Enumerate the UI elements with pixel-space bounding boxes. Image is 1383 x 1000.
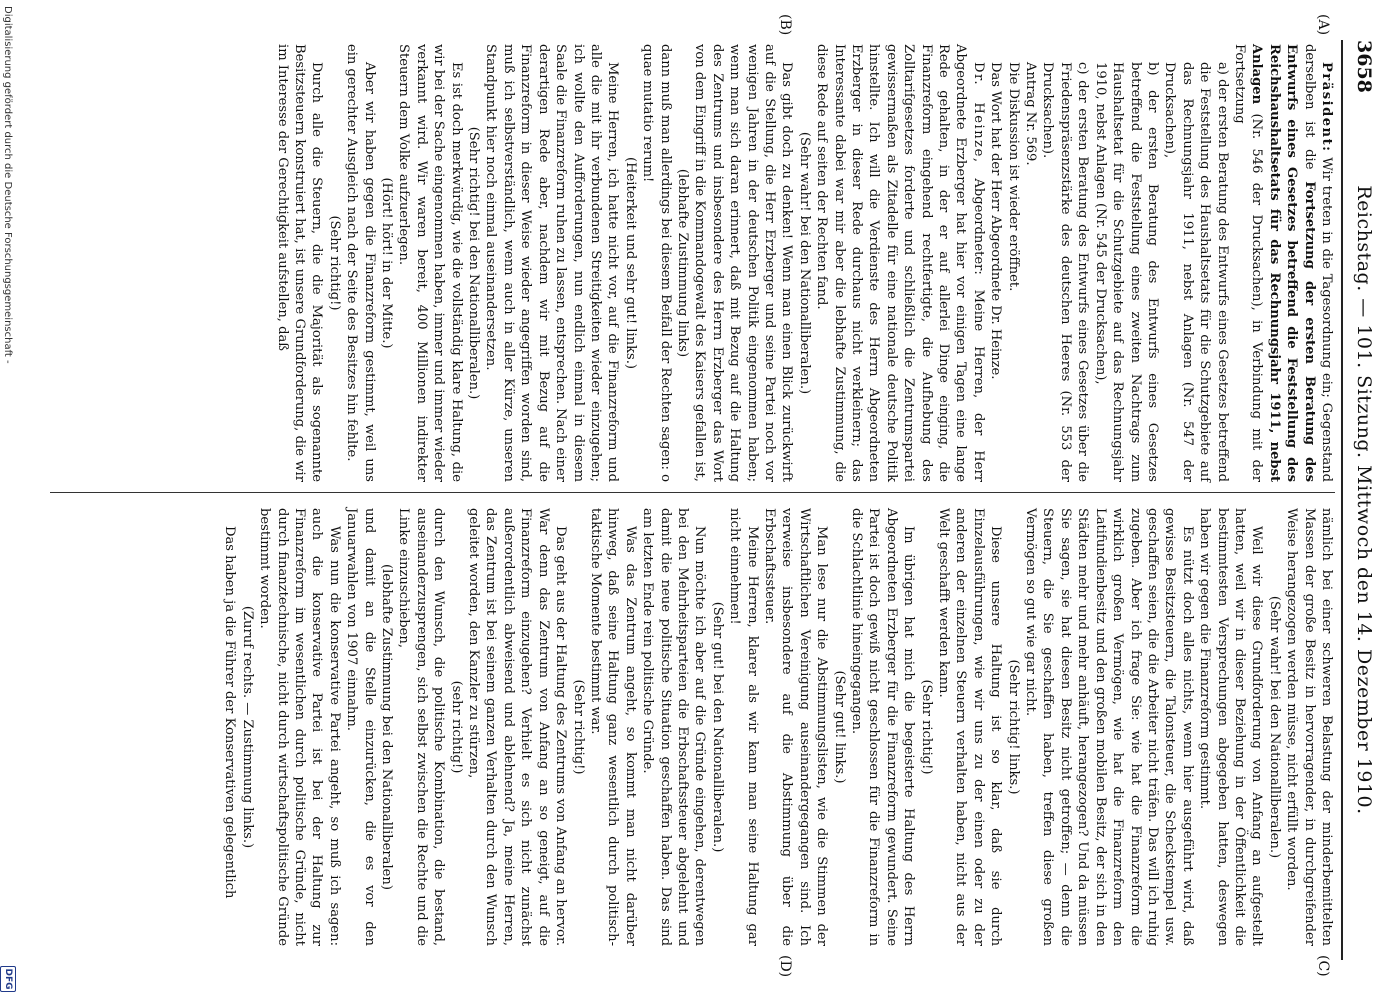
paragraph: Was das Zentrum angeht, so kommt man nicht darüber hinweg, daß seine Haltung ganz wesentlich durch politisch-taktische Momente bestimmt war. (587, 508, 638, 946)
margin-letter-b: (B) (777, 14, 793, 36)
paragraph-text: Wir treten in die Tagesordnung ein; Gegenstand derselben ist die (1301, 44, 1334, 482)
dfg-logo: DFG (0, 966, 16, 992)
left-column (273, 44, 1335, 482)
paragraph: nämlich bei einer schweren Belastung der minderbemittelten Massen der große Besitz in hervorragender, in durchgreifender Weise herangezogen werden müsse, nicht erfüllt worden. (1284, 508, 1334, 946)
paragraph: Es nützt doch alles nichts, wenn hier ausgeführt wird, daß gewisse Besitzsteuern, die Talonsteuer, die Scheckstempel usw. geschaffen seien, die die Arbeiter nicht träfen. Das will ich ruhig zugeben. Aber ich frage Sie: wie hat die Finanzreform die wirklich großen Vermögen, wie hat die Finanzreform den Latifundienbesitz und den großen mobilen Besitz, der sich in den Städten mehr und mehr anhäuft, herangezogen? Und da müssen Sie sagen, sie hat diesen Besitz nicht getroffen; — denn die Steuern, die Sie geschaffen haben, treffen diese großen Vermögen so gut wie gar nicht. (1023, 508, 1195, 946)
president-paragraph (1231, 44, 1335, 482)
margin-letter-c: (C) (1315, 955, 1331, 977)
paragraph-text: (Nr. 546 der Drucksachen), in Verbindung mit der Fortsetzung (1231, 44, 1265, 482)
reaction: (sehr richtig!) (448, 680, 464, 774)
reaction: (Sehr wahr! bei den Nationalliberalen.) (1266, 595, 1282, 859)
reaction: (Sehr richtig!) (918, 679, 934, 775)
discussion-line: Die Diskussion ist wieder eröffnet. (1005, 62, 1021, 292)
reaction: (Sehr richtig! links.) (1005, 659, 1021, 795)
reaction: (Zuruf rechts. — Zustimmung links.) (239, 605, 255, 849)
paragraph: Das gibt doch zu denken! Wenn man einen Blick zurückwirft auf die Stellung, die Herr Erzberger und seine Partei noch vor wenigen Jahren in der deutschen Politik eingenommen haben; wenn man sich daran erinnert, daß mit Bezug auf die Haltung des Zentrums und insbesondere des Herrn Erzberger das Wort von dem Eingriff in die Kommandogewalt des Kaisers gefallen ist, (692, 44, 795, 482)
header-rule (1341, 40, 1343, 960)
paragraph: Das geht aus der Haltung des Zentrums von Anfang an hervor. War denn das Zentrum von Anfang an so geneigt, auf die Finanzreform einzugehen? Verhielt es sich nicht zunächst außerordentlich abweisend und ablehnend? Ja, meine Herren, das Zentrum ist bei seinem ganzen Verhalten durch den Wunsch geleitet worden, den Kanzler zu stürzen, (466, 508, 569, 946)
paragraph: Meine Herren, klarer als wir kann man seine Haltung gar nicht einnehmen! (727, 508, 760, 946)
reaction: (Sehr gut! links.) (831, 670, 847, 784)
reaction: (Sehr richtig!) (570, 679, 586, 775)
paragraph: dann muß man allerdings bei diesem Beifall der Rechten sagen: o quae mutatio rerum! (640, 44, 673, 482)
reaction: (lebhafte Zustimmung links) (674, 168, 690, 358)
floor-line: Das Wort hat der Herr Abgeordnete Dr. Heinze. (988, 62, 1004, 380)
funding-note: Digitalisierung gefördert durch die Deutsche Forschungsgemeinschaft - (2, 6, 13, 364)
paragraph: Das haben ja die Führer der Konservativen gelegentlich (222, 526, 238, 899)
page-header (1345, 40, 1375, 960)
page-number: 3658 (1353, 40, 1375, 93)
paragraph: Im übrigen hat mich die begeisterte Haltung des Herrn Abgeordneten Erzberger für die Finanzreform gewundert. Seine Partei ist doch gewiß nicht geschlossen für die Finanzreform in die Schlachtlinie hineingegangen. (849, 508, 917, 946)
reaction: (Hört! hört! in der Mitte.) (379, 177, 395, 349)
paragraph: Meine Herren, ich hatte nicht vor, auf die Finanzreform und alle die mit ihr verbundenen Streitigkeiten wieder einzugehen; ich wollte den Aufforderungen, nun endlich einmal in diesem Saale die Finanzreform ruhen zu lassen, entsprechen. Nach einer derartigen Rede aber, nachdem wir mit Bezug auf die Finanzreform in dieser Weise wieder angegriffen worden sind, muß ich selbstverständlich, wenn auch in aller Kürze, unseren Standpunkt hier noch einmal auseinandersetzen. (483, 44, 621, 482)
paragraph: Man lese nur die Abstimmungslisten, wie die Stimmen der Wirtschaftlichen Vereinigung auseinandergegangen sind. Ich verweise insbesondere auf die Abstimmung über die Erbschaftssteuer. (762, 508, 830, 946)
reaction: (Sehr richtig! bei den Nationalliberalen.) (466, 126, 482, 400)
paragraph: Weil wir diese Grundforderung von Anfang an aufgestellt hatten, weil wir in dieser Beziehung in der Öffentlichkeit die bestimmtesten Versprechungen abgegeben hatten, deswegen haben wir gegen die Finanzreform gestimmt. (1197, 508, 1265, 946)
agenda-item-a: a) der ersten Beratung des Entwurfs eines Gesetzes betreffend die Feststellung des Haushaltsetats für die Schutzgebiete auf das Rechnungsjahr 1911, nebst Anlagen (Nr. 547 der Drucksachen), (1162, 62, 1230, 482)
reaction: (Sehr richtig!) (326, 215, 342, 311)
paragraph: durch den Wunsch, die politische Kombination, die bestand, auseinanderzusprengen, sich selbst zwischen die Rechte und die Linke einzuschieben, (396, 508, 447, 946)
column-divider (50, 492, 1335, 493)
reaction: (Sehr wahr! bei den Nationalliberalen.) (796, 131, 812, 395)
paragraph: Durch alle die Steuern, die die Majorität als sogenannte Besitzsteuern konstruiert hat, ist unsere Grundforderung, die wir im Interesse der Gerechtigkeit aufstellen, daß (274, 44, 325, 482)
margin-letter-a: (A) (1315, 14, 1331, 36)
paragraph: Aber wir haben gegen die Finanzreform gestimmt, weil uns ein gerechter Ausgleich nach der Seite des Besitzes hin fehlte. (344, 44, 377, 482)
paragraph: Diese unsere Haltung ist so klar, daß sie durch Einzelausführungen, wie wir uns zu der einen oder zu der anderen der einzelnen Steuern verhalten haben, nicht aus der Welt geschafft werden kann. (936, 508, 1004, 946)
right-column (221, 508, 1335, 946)
speech-opening (813, 44, 987, 482)
paragraph: Nun möchte ich aber auf die Gründe eingehen, derentwegen bei den Mehrheitsparteien die Erbschaftssteuer abgelehnt und damit die neue politische Situation geschaffen haben. Das sind am letzten Ende rein politische Gründe. (640, 508, 708, 946)
paragraph: und damit an die Stelle einzurücken, die es vor den Januarwahlen von 1907 einnahm. (344, 508, 377, 946)
speaker-name: Dr. Heinze, (970, 62, 986, 164)
reaction: (lebhafte Zustimmung bei den Nationalliberalen) (379, 564, 395, 890)
agenda-title: Fortsetzung der ersten Beratung des Entwurfs eines Gesetzes betreffend die Feststellung des Reichshaushaltsetats für das Rechnungsjahr 1911, nebst Anlagen (1249, 44, 1317, 482)
reaction: (Heiterkeit und sehr gut! links.) (622, 157, 638, 369)
agenda-item-b: b) der ersten Beratung des Entwurfs eines Gesetzes betreffend die Feststellung eines zweiten Nachtrags zum Haushaltsetat für die Schutzgebiete auf das Rechnungsjahr 1910, nebst Anlagen (Nr. 545 der Drucksachen), (1092, 62, 1160, 482)
paragraph-text: Abgeordneter: Meine Herren, der Herr Abgeordnete Erzberger hat hier vor einigen Tagen eine lange Rede gehalten, in der er auf allerlei Dinge einging, die Finanzreform eingehend rechtfertigte, die Aufhebung des Zolltarifgesetzes forderte und schließlich die Zentrumspartei gewissermaßen als Zitadelle für eine nationale deutsche Politik hinstellte. Ich will die Verdienste des Herrn Abgeordneten Erzberger in dieser Rede durchaus nicht verkleinern; das Interessante dabei war mir aber die lebhafte Zustimmung, die diese Rede auf seiten der Rechten fand. (814, 44, 986, 482)
running-head: Reichstag. — 101. Sitzung. Mittwoch den 14. Dezember 1910. (1353, 185, 1375, 815)
agenda-item-c: c) der ersten Beratung des Entwurfs eines Gesetzes über die Friedenspräsenzstärke des deutschen Heeres (Nr. 553 der Drucksachen). (1040, 62, 1091, 482)
margin-letter-d: (D) (777, 955, 793, 978)
paragraph: Was nun die konservative Partei angeht, so muß ich sagen: auch die konservative Partei ist bei der Haltung zur Finanzreform im wesentlichen durch politische Gründe, nicht durch finanztechnische, nicht durch wirtschaftspolitische Gründe bestimmt worden. (257, 508, 342, 946)
digitization-footer (2, 0, 13, 1000)
reaction: (Sehr gut! bei den Nationalliberalen.) (709, 601, 725, 853)
paragraph: Es ist doch merkwürdig, wie die vollständig klare Haltung, die wir bei der Sache eingenommen haben, immer und immer wieder verkannt wird. Wir waren bereit, 400 Millionen indirekter Steuern dem Volke aufzuerlegen. (396, 44, 464, 482)
speaker-name: Präsident: (1319, 62, 1334, 153)
motion-line: Antrag Nr. 569. (1023, 62, 1039, 166)
